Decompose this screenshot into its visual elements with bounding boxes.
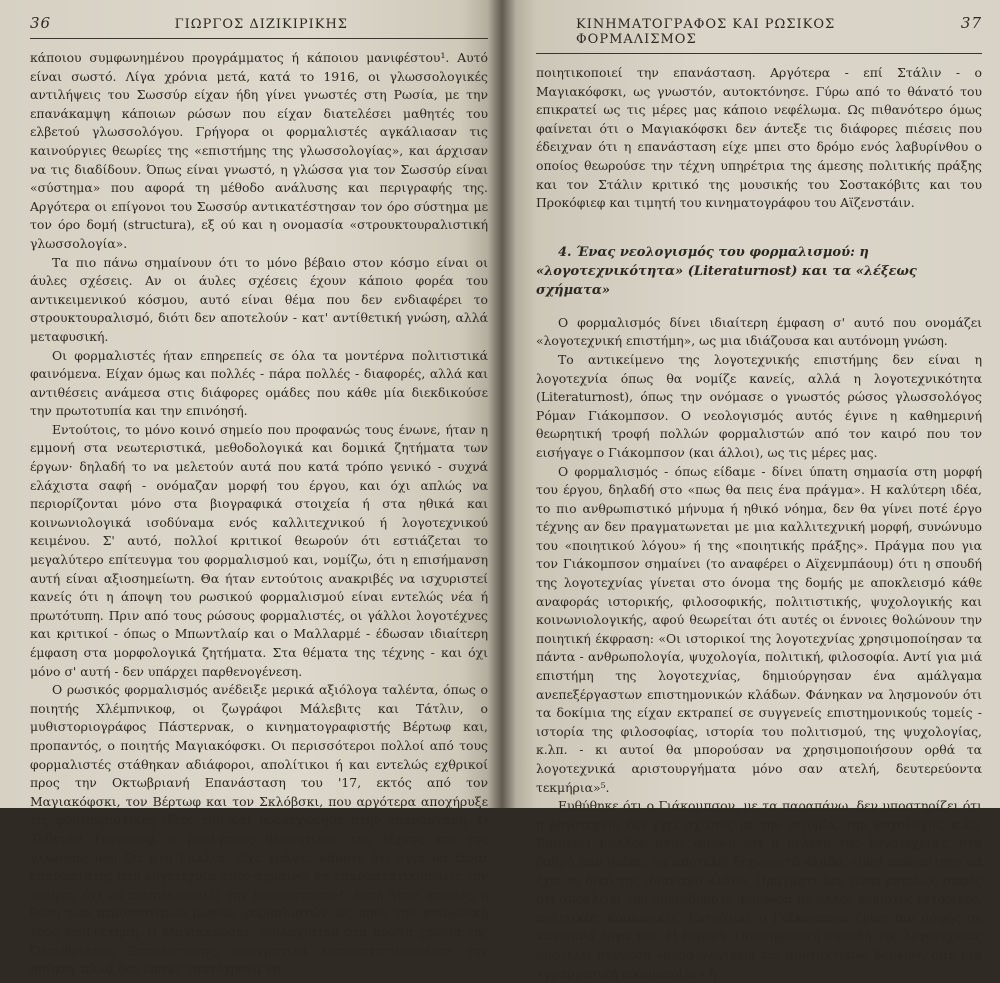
left-page <box>0 0 502 977</box>
left-running-title: ΓΙΩΡΓΟΣ ΔΙΖΙΚΙΡΙΚΗΣ <box>174 17 348 32</box>
section-heading: 4. Ένας νεολογισμός του φορμαλισμού: η «λογοτεχνικότητα» (Literaturnost) και τα «λέξεως σχήματα» <box>536 244 917 298</box>
left-paragraph: Τα πιο πάνω σημαίνουν ότι το μόνο βέβαιο στον κόσμο είναι οι άυλες σχέσεις. Αν οι άυλες σχέσεις έχουν κάποιο φορέα του αντικειμενικού κόσμου, αυτό είναι θέμα που δεν ενδιαφέρει το στρουκτουραλισμό, διότι δεν αποτελούν - κατ' αντίθετική γνώση, αλλά μεταφυσική. <box>30 254 488 344</box>
right-paragraph: Ο φορμαλισμός - όπως είδαμε - δίνει ύπατη σημασία στη μορφή του έργου, δηλαδή στο «πως θα πεις ένα πράγμα». Η καλύτερη ιδέα, το πιο ανθρωπιστικό μήνυμα ή ηθικό νόημα, δεν θα γίνει ποτέ έργο τέχνης αν δεν πραγματωνεται με μια καλλιτεχνική μορφή, συνώνυμο του «ποιητικού λόγου» ή της «ποιητικής πράξης». Πράγμα που για τον Γιάκομπσον σημαίνει (το αναφέρει ο Αϊχενμπάουμ) ότι η σπουδή της λογοτεχνίας γίνεται στο όνομα της δομής με αποκλεισμό κάθε αναφοράς ιστορικής, φιλοσοφικής, πολιτιστικής, ψυχολογικής και κοινωνιολογικής, αφού θεωρείται ότι αυτές οι έννοιες θολώνουν την ποιητική έκφραση: «Οι ιστορικοί της λογοτεχνίας χρησιμοποίησαν τα πάντα - ανθρωπολογία, ψυχολογία, πολιτική, φιλοσοφία. Αντί για μιά επιστήμη της λογοτεχνίας, δημιούργησαν ένα αμάλγαμα ανεπεξέργαστων επιστημονικών κλάδων. Φάνηκαν να λησμονούν ότι τα δοκίμια της είχαν εκτραπεί σε συγγενείς επιστημονικούς τομείς - ιστορία της φιλοσοφίας, ιστορία του πολιτισμού, της ψυχολογίας, κ.λπ. - κι αυτοί θα μπορούσαν να χρησιμοποιήσουν ορθά τα λογοτεχνικά αριστουργήματα μόνο σαν ατελή, δευτερεύοντα τεκμήρια»⁵. <box>536 463 982 795</box>
left-paragraph: κάποιου συμφωνημένου προγράμματος ή κάποιου μανιφέστου¹. Αυτό είναι σωστό. Λίγα χρόνια μετά, κατά το 1916, οι γλωσσολογικές αντιλήψεις του Σωσσύρ είχαν ήδη γίνει γνωστές στη Ρωσία, με την επανάκαμψη κάποιων ρώσων που είχαν διατελέσει μαθητές του ελβετού γλωσσολόγου. Γρήγορα οι φορμαλιστές αγκάλιασαν τις καινούργιες θεωρίες της «επιστήμης της γλωσσολογίας», και άρχισαν να τις διαδίδουν. Όπως είναι γνωστό, η γλώσσα για τον Σωσσύρ είναι «σύστημα» που αφορά τη μέθοδο ανάλυσης και περιγραφής της. Αργότερα οι επίγονοι του Σωσσύρ αντικατέστησαν τον όρο σύστημα με τον όρο δομή (structura), εξ ού και η ονομασία «στρουκτουραλιστική γλωσσολογία». <box>30 50 488 251</box>
right-running-head <box>536 14 982 54</box>
left-paragraph: Ο ρωσικός φορμαλισμός ανέδειξε μερικά αξιόλογα ταλέντα, όπως ο ποιητής Χλέμπνικοφ, οι ζωγράφοι Μάλεβιτς και Τάτλιν, ο μυθιστοριογράφος Πάστερνακ, ο κινηματογραφιστής Βέρτωφ και, προπαντός, ο ποιητής Μαγιακόφσκι. Οι περισσότεροι πολλοί από τους φορμαλιστές στάθηκαν αδιάφοροι, απολίτικοι ή και εντελώς εχθρικοί προς την Οκτωβριανή Επανάσταση του '17, εκτός από τον Μαγιακόφσκι, τον Βέρτωφ και τον Σκλόβσκι, που αργότερα αποχήρυξε τις φουτουριστικές ιδέες του και προσεχώρησε στην επανάσταση. Ο Τοβετάν Τοντόροφ, ο βούλγαρος θεωρητικός της τέχνης και της γλώσσας που ζει στη Γαλλία, είχε γράψει κάποτε ότι «για να είσαι επαναστάτης στη λογοτεχνία αυτό σημαίνει να επαναστατικοποιείς την ποίηση, όχι να ποιητικοποιείς την επανάσταση»⁴. Αυτή ήταν, κυρίως, η θέση των περισσοτέρων ρώσων φορμαλιστών ως προς την κοινωνική τους τοποθέτηση. Ο Μαγιακόφσκι, τουλάχιστον στα πρώτα χρόνια της Οκτωβριανής Επανάστασης, πραγματικά επαναστατικοποίησε την ποίηση, αλλά δεν έπαψε ταυτόχρονα να <box>30 682 488 977</box>
right-page-number: 37 <box>960 14 982 32</box>
right-opening-paragraph: ποιητικοποιεί την επανάσταση. Αργότερα - επί Στάλιν - ο Μαγιακόφσκι, ως γνωστόν, αυτοκτόνησε. Γύρω από το θάνατό του επικρατεί ως τις μέρες μας κάποιο νεφέλωμα. Ως πιθανότερο όμως φαίνεται ότι ο Μαγιακόφσκι δεν άντεξε τις διάφορες πιέσεις που έδειχναν ότι η επανάσταση είχε μπει στο δρόμο ενός λαβυρίνθου ο οποίος θεωρούσε την τέχνη υπηρέτρια της άμεσης πολιτικής πράξης και τον Στάλιν κριτικό της μουσικής του Σοστακόβιτς και του Προκόφιεφ και τιμητή του κινηματογράφου του Αϊζενστάιν. <box>536 65 982 211</box>
left-running-head <box>30 14 488 39</box>
left-body-text <box>30 49 488 979</box>
right-paragraph: Το αντικείμενο της λογοτεχνικής επιστήμης δεν είναι η λογοτεχνία όπως θα νομίζε κανείς, αλλά η λογοτεχνικότητα (Literaturnost), όπως την ονόμασε ο γνωστός ρώσος γλωσσολόγος Ρόμαν Γιάκομπσον. Ο νεολογισμός αυτός έγινε η καθημερινή θεωρητική τροφή πολλών φορμαλιστών από τον καιρό που τον εισήγαγε ο Γιάκομπσον (και άλλοι), ως τις μέρες μας. <box>536 351 982 460</box>
right-running-title: ΚΙΝΗΜΑΤΟΓΡΑΦΟΣ ΚΑΙ ΡΩΣΙΚΟΣ ΦΟΡΜΑΛΙΣΜΟΣ <box>576 17 836 47</box>
left-paragraph: Εντούτοις, το μόνο κοινό σημείο που προφανώς τους ένωνε, ήταν η εμμονή στα νεωτεριστικά, μεθοδολογικά και δομικά ζητήματα των έργων· δηλαδή το να μελετούν αυτά που κατά τρόπο γενικό - συχνά ελάχιστα σαφή - ονόμαζαν μορφή του έργου, και όχι απλώς να περιορίζονται μόνο στα βιογραφικά στοιχεία ή στα ηθικά και κοινωνιολογικά ισοδύναμα ενός καλλιτεχνικού ή λογοτεχνικού κειμένου. Σ' αυτό, πολλοί κριτικοί θεωρούν ότι εστιάζεται το μεγαλύτερο επίτευγμα του φορμαλισμού και, νομίζω, ότι η επισήμανση αυτή είναι αξιοσημείωτη. Θα ήταν εντούτοις ανακριβές να ισχυριστεί κανείς ότι η άποψη του ρωσικού φορμαλισμού είναι εντελώς νέα ή πρωτότυπη. Πριν από τους ρώσους φορμαλιστές, οι γάλλοι λογοτέχνες και κριτικοί - όπως ο Μπωντλαίρ και ο Μαλλαρμέ - έδωσαν ιδιαίτερη έμφαση στα μορφολογικά ζητήματα. Στα θέματα της τέχνης - και όχι μόνο σ' αυτή - δεν υπάρχει παρθενογένεση. <box>30 421 488 679</box>
right-paragraph: Ο φορμαλισμός δίνει ιδιαίτερη έμφαση σ' αυτό που ονομάζει «λογοτεχνική επιστήμη», ως μια ιδιάζουσα και αυτόνομη γνώση. <box>536 314 982 349</box>
right-page <box>502 0 1000 981</box>
right-paragraph: Ευθύθηκε ότι ο Γιάκομπσον, με τα παραπάνω, δεν υποστηρίζει ότι η λογοτεχνία δεν έχει σχέσεις με την ιστορία, την ψυχολογία, κ.λπ. Επιμένει μάλλον στην άποψη ότι η μελέτη της λογοτεχνίας, στο βαθμό που πρέπει να αποτελεί ξεχωριστό κλάδο, είναι απαραίτητο να έχει το δικό της ιδιαίτερο κλάδο. Πράγματι δεν είναι εντελώς σαφές ότι αποκλείει την οποιαδήποτε αναφορά σε άλλες περιοχές ιστορικές, πολιτικές, κοινωνικές. Εντούτοις ο Γιάκομπσον έγινε πιο σαφής σε κατοπινά έργα του. Η δομική- επιστημονική σπουδή της λογοτεχνίας αποτελεί σύνθεση «μορφολογικών και συντακτικών δομών», σαν μια «γραμματική εικονοποιία» ή <box>536 798 982 981</box>
left-paragraph: Οι φορμαλιστές ήταν επηρεπείς σε όλα τα μοντέρνα πολιτιστικά φαινόμενα. Είχαν όμως και πολλές - πάρα πολλές - διαφορές, αλλά και αντιθέσεις ανάμεσα στις διάφορες ομάδες που κάθε μία διεκδικούσε την πρωτοτυπία και την επινόησή. <box>30 347 488 419</box>
left-page-number: 36 <box>30 14 52 32</box>
book-gutter-shadow <box>488 0 516 808</box>
right-body-text <box>536 64 982 983</box>
